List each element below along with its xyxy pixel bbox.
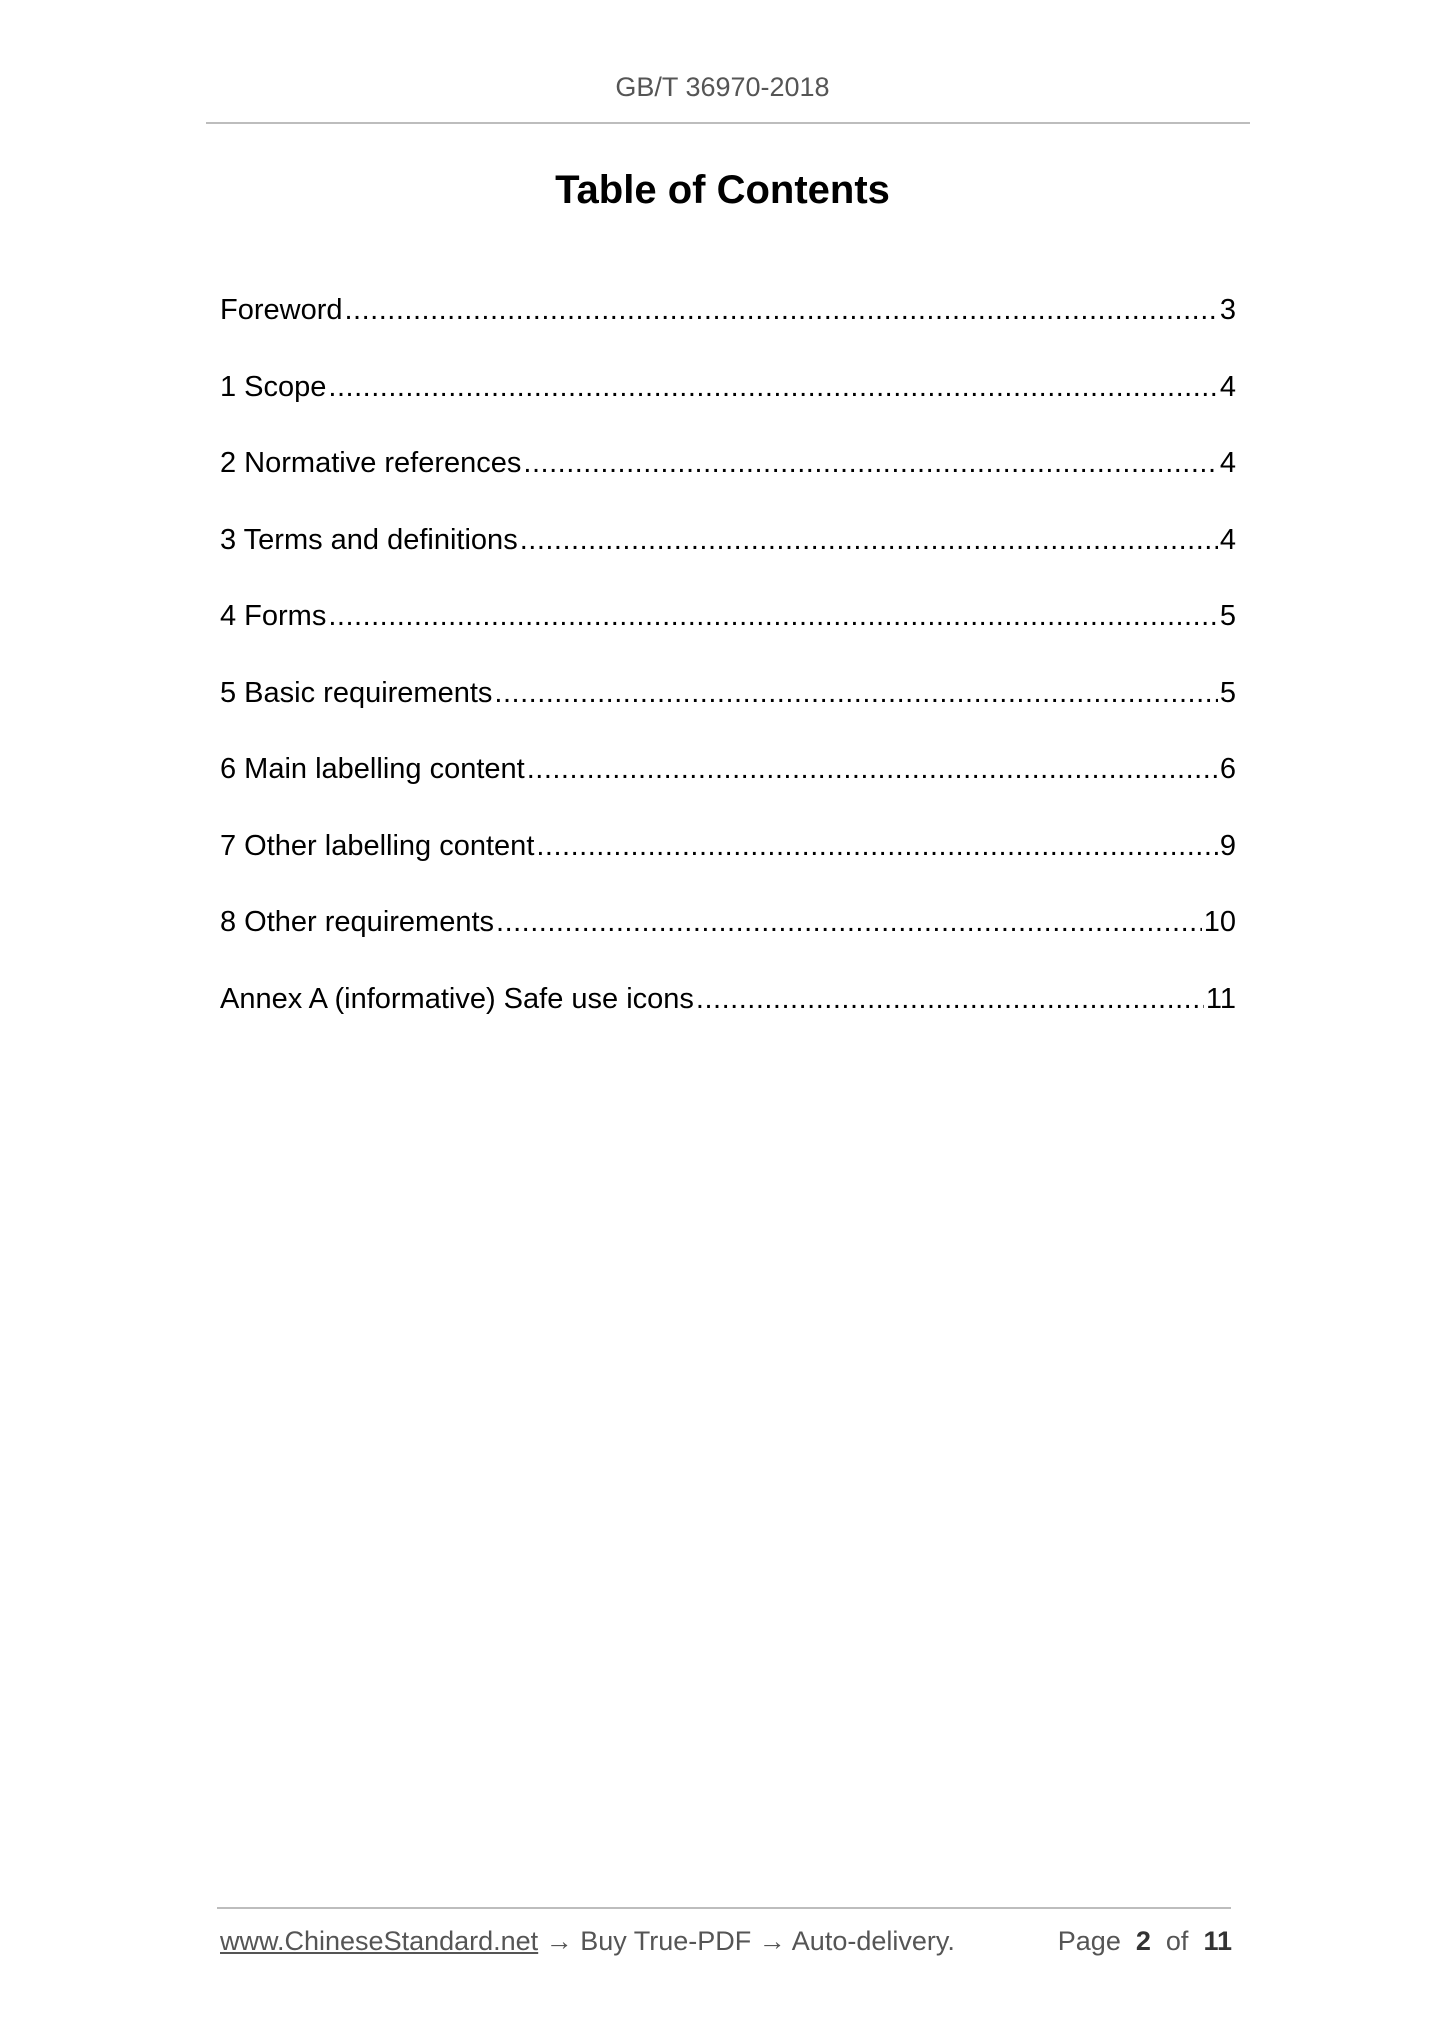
toc-entry-normative-references[interactable] <box>220 441 1236 518</box>
page-indicator <box>1058 1926 1232 1957</box>
toc-dot-leader <box>523 441 1217 485</box>
toc-entry-scope[interactable] <box>220 365 1236 442</box>
footer-promo <box>220 1926 955 1957</box>
toc-entry-page: 3 <box>1219 294 1236 326</box>
toc-entry-label: 3 Terms and definitions <box>220 523 518 556</box>
buy-text: Buy True-PDF <box>580 1926 752 1956</box>
toc-entry-basic-requirements[interactable] <box>220 671 1236 748</box>
toc-entry-terms-and-definitions[interactable] <box>220 518 1236 595</box>
header-divider <box>206 122 1250 124</box>
toc-entry-label: 4 Forms <box>220 600 327 632</box>
toc-entry-other-labelling-content[interactable] <box>220 824 1236 901</box>
toc-dot-leader <box>536 824 1217 868</box>
toc-entry-foreword[interactable] <box>220 288 1236 365</box>
document-code-header: GB/T 36970-2018 <box>615 72 830 102</box>
arrow-right-icon: → <box>758 1926 786 1956</box>
toc-entry-label: 5 Basic requirements <box>220 676 493 709</box>
toc-entry-page: 6 <box>1219 753 1236 785</box>
toc-entry-main-labelling-content[interactable] <box>220 747 1236 824</box>
toc-dot-leader <box>345 288 1218 332</box>
toc-entry-forms[interactable] <box>220 594 1236 671</box>
toc-entry-page: 5 <box>1219 600 1236 632</box>
website-link[interactable]: www.ChineseStandard.net <box>220 1926 539 1956</box>
toc-dot-leader <box>328 594 1218 638</box>
page-word: Page <box>1057 1926 1121 1956</box>
page-footer <box>220 1926 1232 1957</box>
page-title: Table of Contents <box>555 168 890 212</box>
toc-dot-leader <box>494 671 1217 715</box>
delivery-text: Auto-delivery. <box>791 1926 955 1956</box>
toc-entry-label: 1 Scope <box>220 370 327 403</box>
total-pages-number: 11 <box>1203 1926 1232 1956</box>
toc-entry-label: Annex A (informative) Safe use icons <box>220 982 694 1015</box>
toc-entry-label: 2 Normative references <box>220 447 522 479</box>
toc-dot-leader <box>496 900 1202 944</box>
toc-entry-label: 6 Main labelling content <box>220 753 525 785</box>
toc-entry-page: 4 <box>1219 447 1236 479</box>
toc-entry-page: 4 <box>1219 370 1236 403</box>
toc-entry-page: 4 <box>1219 523 1236 556</box>
toc-dot-leader <box>520 518 1218 562</box>
footer-divider <box>217 1907 1231 1909</box>
toc-dot-leader <box>328 365 1217 409</box>
of-word: of <box>1165 1926 1189 1956</box>
toc-dot-leader <box>527 747 1218 791</box>
toc-entry-annex-a[interactable] <box>220 977 1236 1054</box>
toc-entry-page: 9 <box>1219 829 1236 862</box>
toc-entry-label: 8 Other requirements <box>220 906 495 938</box>
table-of-contents <box>220 288 1236 1053</box>
toc-entry-page: 10 <box>1203 906 1236 938</box>
arrow-right-icon: → <box>545 1926 573 1956</box>
toc-dot-leader <box>696 977 1204 1021</box>
toc-entry-other-requirements[interactable] <box>220 900 1236 977</box>
toc-entry-label: Foreword <box>220 294 343 326</box>
toc-entry-page: 5 <box>1219 676 1236 709</box>
toc-entry-label: 7 Other labelling content <box>220 829 535 862</box>
toc-entry-page: 11 <box>1205 982 1236 1015</box>
current-page-number: 2 <box>1135 1926 1151 1956</box>
